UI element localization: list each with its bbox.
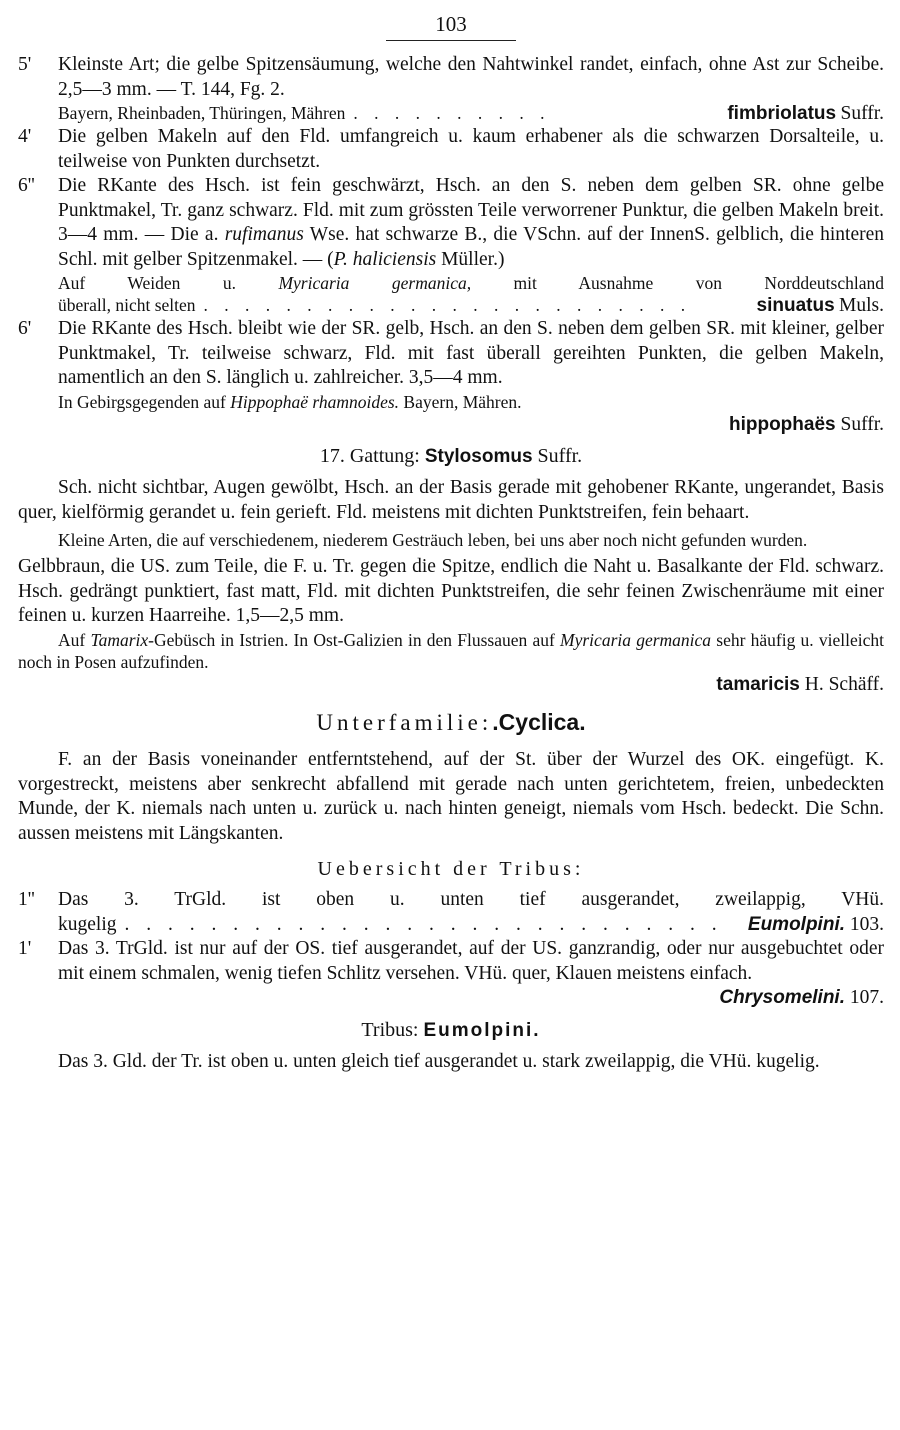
key-entry-4p (18, 125, 884, 174)
species-line (18, 673, 884, 698)
plant-name: Myricaria germanica, (278, 273, 472, 293)
distribution-text: In Gebirgsgegenden auf (58, 391, 231, 412)
book-page (18, 10, 884, 1074)
tribus-prefix: Tribus: (361, 1018, 419, 1041)
distribution-line (18, 102, 884, 125)
species-name: tamaricis (716, 673, 800, 695)
header-rule (386, 40, 516, 41)
page-reference: 103. (849, 913, 884, 935)
subfamily-heading (18, 705, 884, 740)
key-text-part: Wse. hat schwarze B., die VSchn. auf der InnenS. gelblich, die hinteren Schl. mit gelber Spitzenmakel. — ( (58, 224, 885, 270)
key-text: Die gelben Makeln auf den Fld. umfangreich u. kaum erhabener als die schwarzen Dorsalteile, u. teilweise von Punkten durchsetzt. (58, 126, 884, 172)
subfamily-description: F. an der Basis voneinander entferntstehend, auf der St. über der Wurzel des OK. eingefügt. K. vorgestreckt, meistens aber senkrecht abfallend mit gerade nach unten gerichtetem, freien, unbedeckten Munde, der K. niemals nach unten u. zurück u. nach hinten geneigt, niemals vom Hsch. bedeckt. Die Schn. aussen meistens mit Längskanten. (18, 749, 884, 844)
species-name: sinuatus (756, 295, 835, 316)
key-text-part: Müller.) (436, 248, 505, 270)
key-entry-6pp (18, 174, 884, 272)
genus-note: Kleine Arten, die auf verschiedenem, niederem Gesträuch leben, bei uns aber noch nicht gefunden wurden. (58, 530, 808, 550)
tribus-description: Das 3. Gld. der Tr. ist oben u. unten gleich tief ausgerandet u. stark zweilappig, die VHü. kugelig. (58, 1050, 820, 1072)
leader-dots: . . . . . . . . . . (353, 103, 551, 123)
overview-heading-text: Uebersicht der Tribus: (317, 858, 585, 880)
key-entry-5p (18, 53, 884, 102)
plant-name: Hippophaë rhamnoides. (230, 391, 400, 412)
key-number: 1'' (18, 889, 35, 910)
species-author: Muls. (839, 295, 884, 316)
key-text: Das 3. TrGld. ist nur auf der OS. tief ausgerandet, auf der US. ganzrandig, oder nur ausgebuchtet oder mit einem schmalen, wenig tiefen Schlitz versehen. VHü. quer, Klauen meistens einfach. (58, 938, 884, 984)
key-entry-1p (18, 937, 884, 986)
species-name: hippophaës (728, 413, 836, 435)
key-text-part: Die RKante des Hsch. ist fein geschwärzt, Hsch. an den S. neben dem gelben SR. ohne gelbe Punktmakel, Tr. ganz schwarz. Fld. mit zum grössten Teile verworrener Punktur, die gelben Makeln breit. 3—4 mm. — Die a. (58, 175, 884, 245)
species-name: fimbriolatus (727, 103, 837, 124)
key-number: 1' (18, 938, 32, 959)
distribution-line (18, 272, 884, 317)
key-text: Die RKante des Hsch. bleibt wie der SR. gelb, Hsch. an den S. neben dem gelben SR. mit kleiner, gelber Punktmakel, Tr. teilweise schwarz, Fld. mit fast überall gereihten Punkten, die gelben Makeln, namentlich an den S. länglich u. zahlreicher. 3,5—4 mm. (58, 318, 884, 388)
species-author: H. Schäff. (804, 673, 884, 695)
subfamily-name: .Cyclica. (492, 709, 586, 735)
species-author: Suffr. (840, 413, 884, 435)
distribution-text-part: sehr häufig u. vielleicht noch in Posen aufzufinden. (18, 629, 884, 672)
subfamily-prefix: Unterfamilie: (316, 710, 493, 735)
species-author: Suffr. (840, 103, 884, 124)
plant-name: Myricaria germanica (560, 629, 712, 650)
leader-dots: . . . . . . . . . . . . . . . . . . . . . . . . (203, 295, 692, 315)
tribus-name: Eumolpini. (423, 1019, 541, 1041)
leader-dots: . . . . . . . . . . . . . . . . . . . . . . . . . . . . (124, 913, 723, 935)
genus-author: Suffr. (537, 445, 583, 467)
distribution-text: Bayern, Mähren. (399, 391, 522, 412)
distribution-text: überall, nicht selten (58, 295, 196, 315)
genus-heading (18, 441, 884, 472)
distribution-text (18, 629, 884, 673)
tribe-line (18, 986, 884, 1011)
key-text: Kleinste Art; die gelbe Spitzensäumung, welche den Nahtwinkel randet, einfach, ohne Ast zur Scheibe. 2,5—3 mm. — T. 144, Fg. 2. (58, 54, 884, 100)
genus-description: Sch. nicht sichtbar, Augen gewölbt, Hsch. an der Basis gerade mit gehobener RKante, ungerandet, Basis quer, kielförmig gerandet u. fein gerieft. Fld. meistens mit dichten Punktstreifen, fein behaart. (18, 477, 884, 523)
genus-prefix: 17. Gattung: (319, 445, 420, 467)
key-text: Das 3. TrGld. ist oben u. unten tief ausgerandet, zweilappig, VHü. (58, 889, 884, 910)
plant-name: Tamarix (90, 629, 149, 650)
species-line (18, 413, 884, 438)
key-text (58, 174, 884, 272)
key-number: 6' (18, 318, 32, 339)
key-text-tail: kugelig (58, 913, 117, 935)
key-entry-6p (18, 317, 884, 391)
tribe-name: Chrysomelini. (719, 987, 845, 1008)
distribution-text: Auf Weiden u. (58, 273, 279, 293)
page-reference: 107. (849, 987, 884, 1008)
distribution-text: Bayern, Rheinbaden, Thüringen, Mähren (58, 103, 346, 123)
tribe-name: Eumolpini. (747, 913, 845, 935)
key-entry-1pp (18, 888, 884, 937)
species-ref: rufimanus (224, 224, 304, 245)
distribution-line (18, 391, 884, 413)
key-number: 4' (18, 126, 32, 147)
distribution-text-part: -Gebüsch in Istrien. In Ost-Galizien in den Flussauen auf (148, 629, 561, 650)
distribution-text: mit Ausnahme von Norddeutschland (471, 273, 884, 293)
key-number: 6'' (18, 175, 35, 196)
species-ref: P. haliciensis (333, 248, 437, 270)
tribus-overview-heading (18, 854, 884, 884)
key-number: 5' (18, 54, 32, 75)
genus-name: Stylosomus (424, 446, 533, 467)
page-number: 103 (435, 12, 467, 36)
tribus-heading (18, 1015, 884, 1046)
distribution-text-part: Auf (58, 629, 91, 650)
species-description: Gelbbraun, die US. zum Teile, die F. u. Tr. gegen die Spitze, endlich die Naht u. Basalkante der Fld. schwarz. Hsch. gedrängt punktiert, fast matt, Fld. mit dichten Punktstreifen, die sehr feinen Zwischenräume mit einer feinen u. kurzen Haarreihe. 1,5—2,5 mm. (18, 556, 884, 626)
